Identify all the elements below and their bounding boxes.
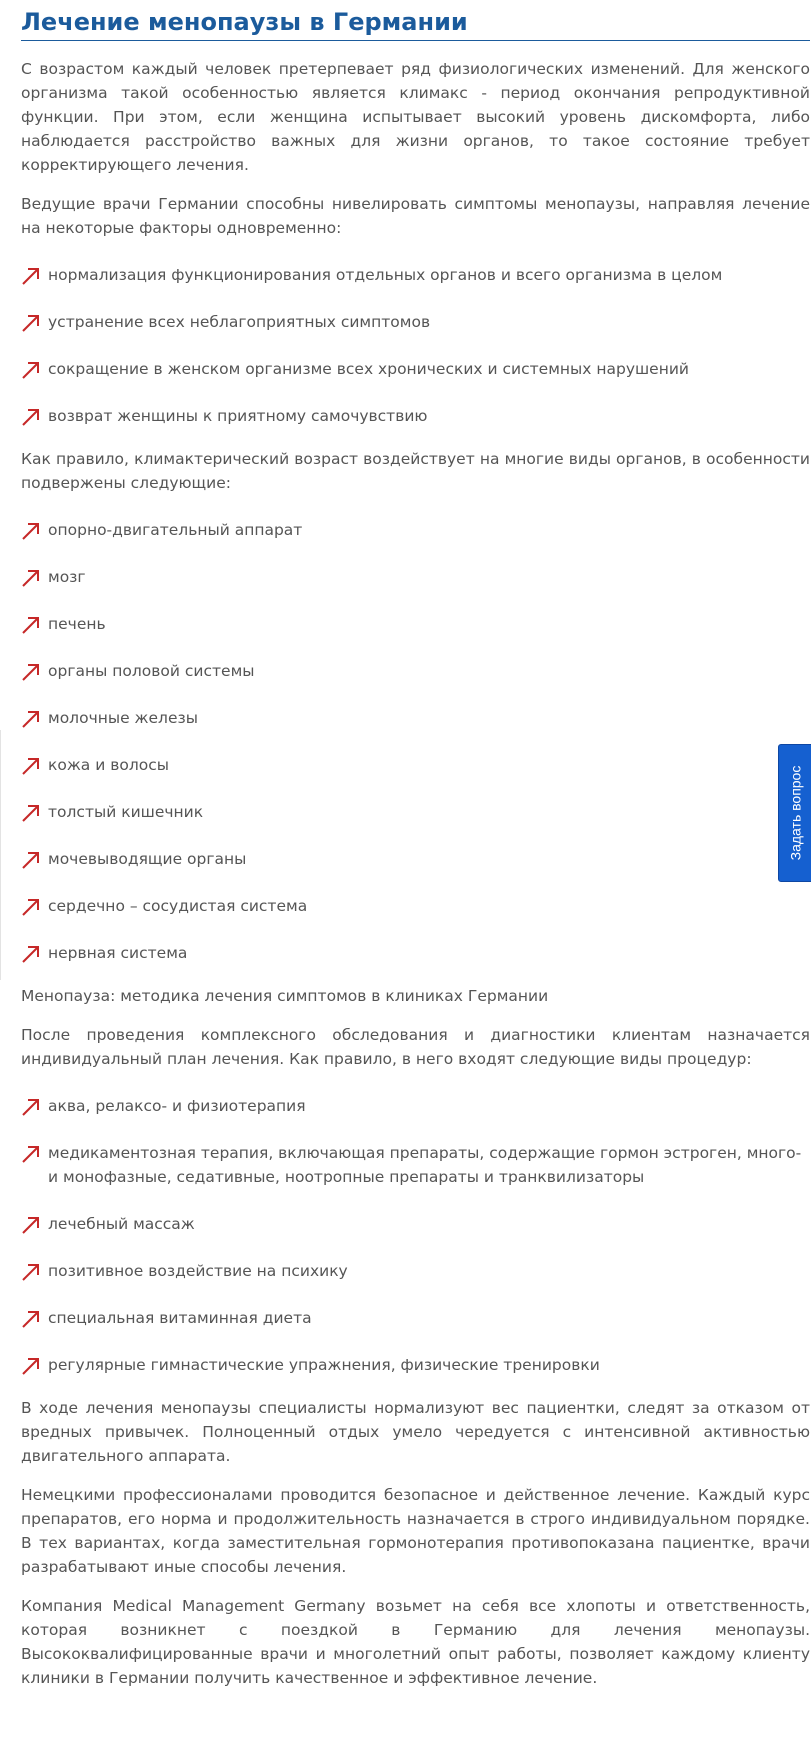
list-item <box>21 1141 810 1189</box>
list-item <box>21 847 810 871</box>
article <box>21 0 810 1690</box>
organs-list <box>21 518 810 965</box>
list-item <box>21 941 810 965</box>
list-item-text: нервная система <box>48 944 188 962</box>
arrow-up-right-icon <box>21 1145 41 1163</box>
arrow-up-right-icon <box>21 710 41 728</box>
ask-question-label: Задать вопрос <box>787 765 803 861</box>
list-item <box>21 263 810 287</box>
list-item-text: аква, релаксо- и физиотерапия <box>48 1097 306 1115</box>
list-item <box>21 1094 810 1118</box>
list-item-text: сердечно – сосудистая система <box>48 897 308 915</box>
list-item-text: толстый кишечник <box>48 803 204 821</box>
arrow-up-right-icon <box>21 851 41 869</box>
list-item <box>21 310 810 334</box>
list-item <box>21 753 810 777</box>
list-item-text: мочевыводящие органы <box>48 850 247 868</box>
plan-paragraph: После проведения комплексного обследования и диагностики клиентам назначается индивидуальный план лечения. Как правило, в него входят следующие виды процедур: <box>21 1026 810 1068</box>
arrow-up-right-icon <box>21 314 41 332</box>
procedures-list <box>21 1094 810 1377</box>
list-item-text: кожа и волосы <box>48 756 170 774</box>
list-item-text: специальная витаминная диета <box>48 1309 312 1327</box>
arrow-up-right-icon <box>21 361 41 379</box>
list-item <box>21 357 810 381</box>
list-item <box>21 1212 810 1236</box>
left-edge-line <box>0 730 1 980</box>
arrow-up-right-icon <box>21 1310 41 1328</box>
list-item-text: медикаментозная терапия, включающая препараты, содержащие гормон эстроген, много- и монофазные, седативные, ноотропные препараты и транквилизаторы <box>48 1144 802 1186</box>
list-item <box>21 1306 810 1330</box>
company-paragraph: Компания Medical Management Germany возьмет на себя все хлопоты и ответственность, которая возникнет с поездкой в Германию для лечения менопаузы. Высококвалифицированные врачи и многолетний опыт работы, позволяет каждому клиенту клиники в Германии получить качественное и эффективное лечение. <box>21 1597 810 1687</box>
arrow-up-right-icon <box>21 757 41 775</box>
list-item <box>21 1353 810 1377</box>
subheading: Менопауза: методика лечения симптомов в клиниках Германии <box>21 987 549 1005</box>
arrow-up-right-icon <box>21 569 41 587</box>
list-item-text: опорно-двигательный аппарат <box>48 521 303 539</box>
arrow-up-right-icon <box>21 1098 41 1116</box>
arrow-up-right-icon <box>21 267 41 285</box>
list-item <box>21 565 810 589</box>
list-item-text: мозг <box>48 568 86 586</box>
arrow-up-right-icon <box>21 1216 41 1234</box>
list-item <box>21 706 810 730</box>
list-item <box>21 1259 810 1283</box>
ask-question-tab[interactable] <box>778 744 811 882</box>
list-item <box>21 894 810 918</box>
list-item-text: печень <box>48 615 106 633</box>
list-item-text: лечебный массаж <box>48 1215 195 1233</box>
arrow-up-right-icon <box>21 408 41 426</box>
list-item <box>21 612 810 636</box>
list-item <box>21 800 810 824</box>
factors-list <box>21 263 810 428</box>
arrow-up-right-icon <box>21 945 41 963</box>
list-item-text: устранение всех неблагоприятных симптомов <box>48 313 431 331</box>
list-item <box>21 518 810 542</box>
arrow-up-right-icon <box>21 616 41 634</box>
arrow-up-right-icon <box>21 1263 41 1281</box>
list-item-text: молочные железы <box>48 709 198 727</box>
list-item-text: нормализация функционирования отдельных органов и всего организма в целом <box>48 266 723 284</box>
organs-paragraph: Как правило, климактерический возраст воздействует на многие виды органов, в особенности подвержены следующие: <box>21 450 810 492</box>
safety-paragraph: Немецкими профессионалами проводится безопасное и действенное лечение. Каждый курс препаратов, его норма и продолжительность назначается в строго индивидуальном порядке. В тех вариантах, когда заместительная гормонотерапия противопоказана пациентке, врачи разрабатывают иные способы лечения. <box>21 1486 810 1576</box>
arrow-up-right-icon <box>21 663 41 681</box>
arrow-up-right-icon <box>21 804 41 822</box>
list-item-text: органы половой системы <box>48 662 255 680</box>
list-item-text: регулярные гимнастические упражнения, физические тренировки <box>48 1356 600 1374</box>
arrow-up-right-icon <box>21 898 41 916</box>
arrow-up-right-icon <box>21 1357 41 1375</box>
arrow-up-right-icon <box>21 522 41 540</box>
intro-paragraph: С возрастом каждый человек претерпевает ряд физиологических изменений. Для женского организма такой особенностью является климакс - период окончания репродуктивной функции. При этом, если женщина испытывает высокий уровень дискомфорта, либо наблюдается расстройство важных для жизни органов, то такое состояние требует корректирующего лечения. <box>21 60 810 174</box>
factors-paragraph: Ведущие врачи Германии способны нивелировать симптомы менопаузы, направляя лечение на некоторые факторы одновременно: <box>21 195 810 237</box>
list-item <box>21 659 810 683</box>
page-title: Лечение менопаузы в Германии <box>21 6 810 41</box>
list-item-text: сокращение в женском организме всех хронических и системных нарушений <box>48 360 690 378</box>
course-paragraph: В ходе лечения менопаузы специалисты нормализуют вес пациентки, следят за отказом от вредных привычек. Полноценный отдых умело чередуется с интенсивной активностью двигательного аппарата. <box>21 1399 810 1465</box>
list-item-text: возврат женщины к приятному самочувствию <box>48 407 428 425</box>
list-item-text: позитивное воздействие на психику <box>48 1262 348 1280</box>
list-item <box>21 404 810 428</box>
